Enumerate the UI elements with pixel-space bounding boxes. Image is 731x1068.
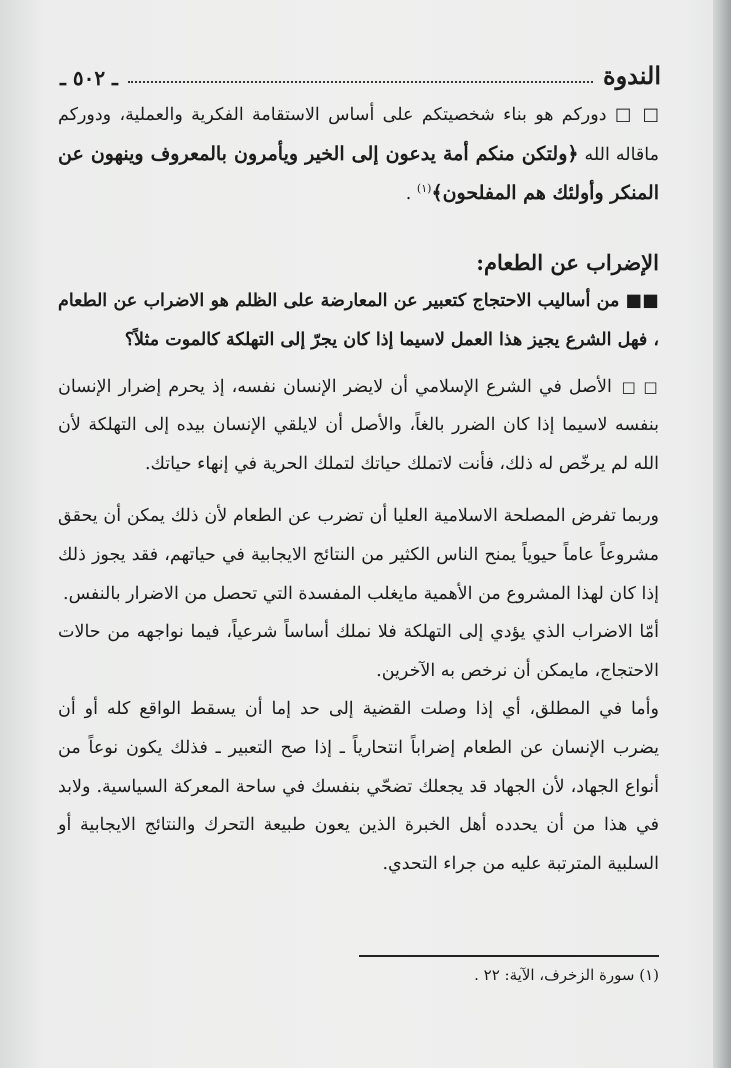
quran-verse: ﴿ولتكن منكم أمة يدعون إلى الخير ويأمرون بالمعروف وينهون عن المنكر وأولئك هم المفلحون﴾ [58,142,659,205]
answer-paragraph [58,368,659,484]
paragraph-suicide-strike: أمّا الاضراب الذي يؤدي إلى التهلكة فلا نملك أساساً شرعياً، فيما نواجهه من حالات الاحتجاج، مايمكن أن نرخص به الآخرين. [58,622,659,681]
paragraph-absolute: وأما في المطلق، أي إذا وصلت القضية إلى حد إما أن يسقط الواقع كله أو أن يضرب الإنسان عن الطعام إضراباً انتحارياً ـ إذا صح التعبير ـ فذلك يكون نوعاً من أنواع الجهاد، لأن الجهاد قد يجعلك تضحّي بنفسك في ساحة المعركة السياسية. ولابد في هذا من أن يحدده أهل الخبرة الذين يعون طبيعة التحرك والنتائج الايجابية أو السلبية المترتبة عليه من جراء التحدي. [58,699,659,874]
page-header [60,60,661,90]
header-dotted-rule [128,80,593,83]
paragraph-interest: وربما تفرض المصلحة الاسلامية العليا أن تضرب عن الطعام لأن ذلك يمكن أن يحقق مشروعاً عاماً حيوياً يمنح الناس الكثير من النتائج الايجابية في حياتهم، فقد يجوز ذلك إذا كان لهذا المشروع من الأهمية مايغلب المفسدة التي تحصل من الاضرار بالنفس. [58,506,659,604]
running-title: الندوة [603,61,661,90]
footnote: (١) سورة الزخرف، الآية: ٢٢ . [474,966,659,984]
verse-end-punct: . [405,184,417,205]
answer-marker: □ □ [621,377,659,396]
question-paragraph [58,282,659,359]
question-text: من أساليب الاحتجاج كتعبير عن المعارضة على الظلم هو الاضراب عن الطعام ، فهل الشرع يجيز هذا العمل لاسيما إذا كان يجرّ إلى التهلكة كالموت مثلاً؟ [58,291,659,350]
footnote-marker: (١) [416,182,432,196]
paragraph-role [58,96,659,214]
answer-text: الأصل في الشرع الإسلامي أن لايضر الإنسان نفسه، إذ يحرم إضرار الإنسان بنفسه لاسيما إذا كان الضرر بالغاً، والأصل أن لايلقي الإنسان بيده إلى التهلكة لأن الله لم يرخّص له ذلك، فأنت لاتملك حياتك لتملك الحرية في إنهاء حياتك. [58,376,659,474]
paragraph-role-text: □ □ دوركم هو بناء شخصيتكم على أساس الاستقامة الفكرية والعملية، ودوركم ماقاله الله [58,105,659,165]
question-marker: ■■ [625,291,659,312]
page-spine-shadow [713,0,731,1068]
section-heading: الإضراب عن الطعام: [476,249,659,275]
page-number: ـ ٥٠٢ ـ [60,66,118,90]
footnote-divider [359,955,659,957]
page-body [58,96,659,883]
